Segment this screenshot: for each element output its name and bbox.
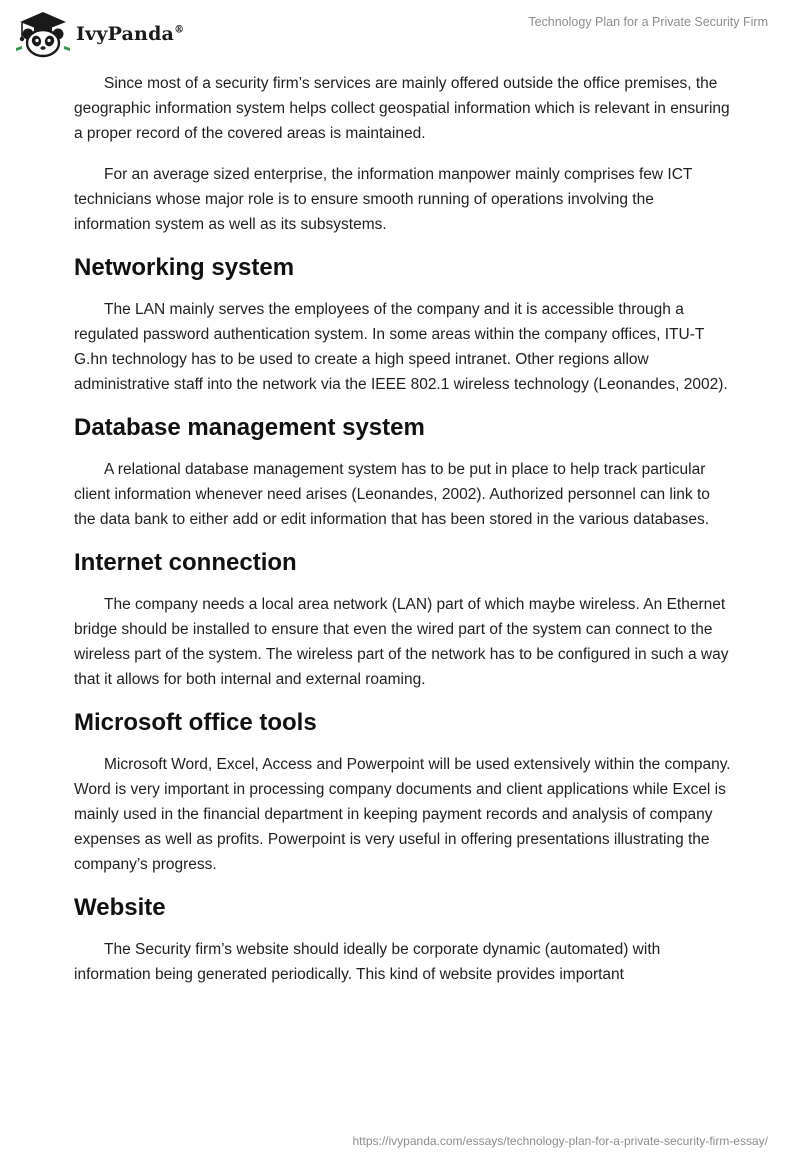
source-url[interactable]: https://ivypanda.com/essays/technology-plan-for-a-private-security-firm-essay/ — [352, 1134, 768, 1148]
panda-mascot-icon — [14, 8, 72, 58]
section-heading-database: Database management system — [74, 414, 425, 441]
paragraph: The company needs a local area network (LAN) part of which maybe wireless. An Ethernet bridge should be installed to ensure that even the wired part of the system can connect to the wireless part of the system. The wireless part of the network has to be configured in such a way that it allows for both internal and external roaming. — [74, 596, 729, 688]
paragraph: The LAN mainly serves the employees of the company and it is accessible through a regulated password authentication system. In some areas within the company offices, ITU-T G.hn technology has to be used to create a high speed intranet. Other regions allow administrative staff into the network via the IEEE 802.1 wireless technology (Leonandes, 2002). — [74, 301, 728, 393]
paragraph: The Security firm’s website should ideally be corporate dynamic (automated) with information being generated periodically. This kind of website provides important — [74, 941, 661, 983]
paragraph: Microsoft Word, Excel, Access and Powerpoint will be used extensively within the company. Word is very important in processing company documents and client applications while Excel is mainly used in the financial department in keeping payment records and analysis of company expenses as well as profits. Powerpoint is very useful in offering presentations illustrating the company’s progress. — [74, 756, 731, 873]
section-heading-networking: Networking system — [74, 254, 295, 281]
essay-body — [74, 71, 734, 1003]
paragraph: A relational database management system has to be put in place to help track particular client information whenever need arises (Leonandes, 2002). Authorized personnel can link to the data bank to either add or edit information that has been stored in the various databases. — [74, 461, 710, 528]
section-heading-office-tools: Microsoft office tools — [74, 709, 317, 736]
section-heading-internet: Internet connection — [74, 549, 297, 576]
brand-logo[interactable] — [14, 8, 184, 58]
document-title: Technology Plan for a Private Security Firm — [528, 15, 768, 29]
page-header — [0, 0, 800, 64]
brand-name: IvyPanda® — [76, 23, 185, 45]
paragraph: For an average sized enterprise, the information manpower mainly comprises few ICT technicians whose major role is to ensure smooth running of operations involving the information system as well as its subsystems. — [74, 166, 693, 233]
section-heading-website: Website — [74, 894, 166, 921]
paragraph: Since most of a security firm’s services are mainly offered outside the office premises, the geographic information system helps collect geospatial information which is relevant in ensuring a proper record of the covered areas is maintained. — [74, 75, 730, 142]
